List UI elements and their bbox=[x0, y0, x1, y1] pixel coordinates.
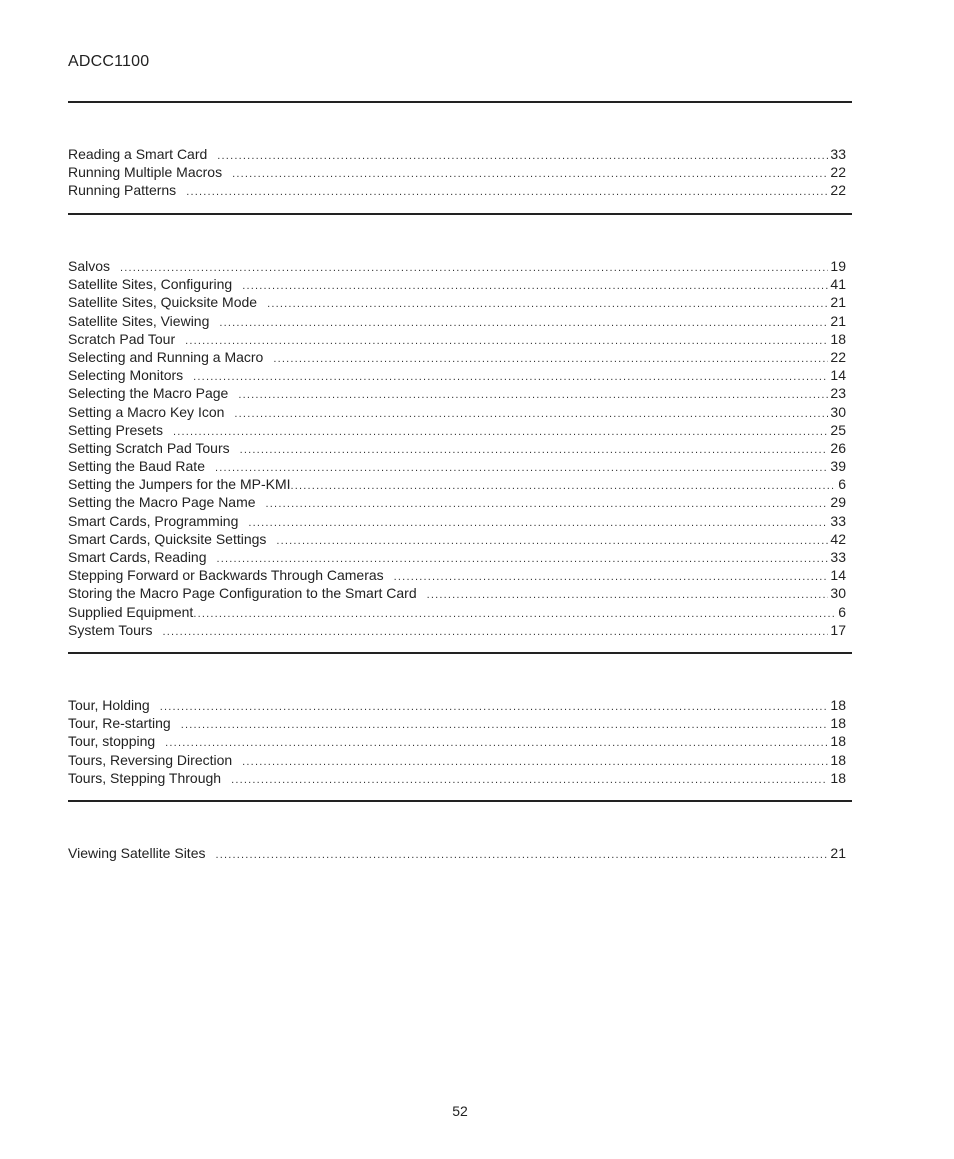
entry-page: 41 bbox=[830, 276, 846, 293]
entry-page: 22 bbox=[830, 182, 846, 199]
entry-page: 18 bbox=[830, 769, 846, 786]
index-entry bbox=[68, 275, 846, 293]
entry-page: 39 bbox=[830, 458, 846, 475]
index-entry bbox=[68, 566, 846, 584]
entry-page: 18 bbox=[830, 751, 846, 768]
dot-leader bbox=[248, 514, 828, 532]
dot-leader bbox=[215, 459, 828, 477]
entry-page: 26 bbox=[830, 439, 846, 456]
dot-leader bbox=[186, 183, 828, 201]
entry-title: Tour, stopping bbox=[68, 733, 156, 750]
entry-page: 17 bbox=[830, 621, 846, 638]
entry-page: 33 bbox=[830, 512, 846, 529]
entry-page: 21 bbox=[830, 294, 846, 311]
section-divider bbox=[68, 800, 852, 802]
entry-title: Storing the Macro Page Configuration to the Smart Card bbox=[68, 585, 417, 602]
index-group-r bbox=[68, 145, 846, 200]
index-group-s bbox=[68, 257, 846, 639]
dot-leader bbox=[217, 147, 828, 165]
index-entry bbox=[68, 696, 846, 714]
index-entry bbox=[68, 181, 846, 199]
index-entry bbox=[68, 584, 846, 602]
entry-title: Tour, Re-starting bbox=[68, 715, 171, 732]
index-group-t bbox=[68, 696, 846, 787]
entry-page: 33 bbox=[830, 146, 846, 162]
dot-leader bbox=[173, 423, 828, 441]
dot-leader bbox=[240, 441, 829, 459]
index-entry bbox=[68, 714, 846, 732]
entry-title: Setting a Macro Key Icon bbox=[68, 403, 225, 420]
index-entry bbox=[68, 403, 846, 421]
entry-title: Scratch Pad Tour bbox=[68, 330, 176, 347]
index-entry bbox=[68, 457, 846, 475]
entry-title: Selecting the Macro Page bbox=[68, 385, 229, 402]
index-entry bbox=[68, 439, 846, 457]
dot-leader bbox=[242, 753, 828, 771]
index-entry bbox=[68, 603, 846, 621]
index-entry bbox=[68, 330, 846, 348]
entry-title: Satellite Sites, Quicksite Mode bbox=[68, 294, 258, 311]
index-entry bbox=[68, 530, 846, 548]
entry-title: Viewing Satellite Sites bbox=[68, 845, 206, 861]
entry-page: 30 bbox=[830, 585, 846, 602]
index-entry bbox=[68, 163, 846, 181]
dot-leader bbox=[291, 477, 837, 495]
dot-leader bbox=[273, 350, 828, 368]
entry-page: 33 bbox=[830, 549, 846, 565]
entry-page: 14 bbox=[830, 367, 846, 384]
index-entry bbox=[68, 475, 846, 493]
index-group-v bbox=[68, 844, 846, 862]
entry-page: 6 bbox=[838, 603, 846, 620]
entry-title: Smart Cards, Quicksite Settings bbox=[68, 530, 267, 547]
entry-title: Tour, Holding bbox=[68, 697, 150, 713]
entry-page: 22 bbox=[830, 348, 846, 365]
entry-page: 30 bbox=[830, 403, 846, 420]
index-entry bbox=[68, 348, 846, 366]
entry-page: 6 bbox=[838, 476, 846, 493]
dot-leader bbox=[266, 495, 829, 513]
section-divider bbox=[68, 652, 852, 654]
entry-title: Stepping Forward or Backwards Through Cameras bbox=[68, 567, 384, 584]
dot-leader bbox=[160, 698, 829, 716]
dot-leader bbox=[232, 165, 828, 183]
dot-leader bbox=[238, 386, 828, 404]
dot-leader bbox=[231, 771, 828, 789]
dot-leader bbox=[242, 277, 828, 295]
dot-leader bbox=[215, 846, 828, 864]
index-entry bbox=[68, 257, 846, 275]
entry-title: Selecting Monitors bbox=[68, 367, 184, 384]
entry-title: Tours, Stepping Through bbox=[68, 769, 222, 786]
index-entry bbox=[68, 512, 846, 530]
entry-title: Satellite Sites, Configuring bbox=[68, 276, 233, 293]
entry-title: Setting the Baud Rate bbox=[68, 458, 205, 475]
entry-page: 25 bbox=[830, 421, 846, 438]
index-entry bbox=[68, 366, 846, 384]
dot-leader bbox=[276, 532, 828, 550]
index-entry bbox=[68, 293, 846, 311]
index-entry bbox=[68, 844, 846, 862]
entry-title: Reading a Smart Card bbox=[68, 146, 208, 162]
entry-title: Running Multiple Macros bbox=[68, 164, 223, 181]
entry-page: 21 bbox=[830, 845, 846, 861]
document-title: ADCC1100 bbox=[68, 53, 150, 70]
entry-title: Smart Cards, Reading bbox=[68, 549, 207, 565]
entry-title: Setting the Jumpers for the MP-KMI bbox=[68, 476, 291, 493]
entry-title: Selecting and Running a Macro bbox=[68, 348, 264, 365]
entry-page: 22 bbox=[830, 164, 846, 181]
dot-leader bbox=[193, 368, 828, 386]
entry-title: Satellite Sites, Viewing bbox=[68, 312, 210, 329]
entry-page: 18 bbox=[830, 715, 846, 732]
entry-page: 18 bbox=[830, 697, 846, 713]
entry-page: 14 bbox=[830, 567, 846, 584]
entry-title: Tours, Reversing Direction bbox=[68, 751, 233, 768]
dot-leader bbox=[165, 734, 828, 752]
entry-page: 23 bbox=[830, 385, 846, 402]
dot-leader bbox=[219, 314, 828, 332]
dot-leader bbox=[185, 332, 828, 350]
entry-page: 21 bbox=[830, 312, 846, 329]
index-entry bbox=[68, 751, 846, 769]
dot-leader bbox=[427, 586, 829, 604]
section-divider bbox=[68, 101, 852, 103]
entry-title: Setting the Macro Page Name bbox=[68, 494, 256, 511]
page-number: 52 bbox=[452, 1103, 468, 1119]
dot-leader bbox=[267, 295, 828, 313]
entry-title: Supplied Equipment bbox=[68, 603, 194, 620]
entry-title: Setting Presets bbox=[68, 421, 163, 438]
index-entry bbox=[68, 312, 846, 330]
index-entry bbox=[68, 145, 846, 163]
index-entry bbox=[68, 769, 846, 787]
index-entry bbox=[68, 732, 846, 750]
entry-title: Running Patterns bbox=[68, 182, 177, 199]
index-entry bbox=[68, 421, 846, 439]
entry-page: 18 bbox=[830, 330, 846, 347]
entry-page: 19 bbox=[830, 258, 846, 274]
entry-title: Salvos bbox=[68, 258, 111, 274]
dot-leader bbox=[394, 568, 829, 586]
index-entry bbox=[68, 493, 846, 511]
entry-title: Smart Cards, Programming bbox=[68, 512, 239, 529]
entry-page: 42 bbox=[830, 530, 846, 547]
dot-leader bbox=[163, 623, 829, 641]
entry-title: System Tours bbox=[68, 621, 153, 638]
entry-page: 18 bbox=[830, 733, 846, 750]
dot-leader bbox=[181, 716, 829, 734]
index-entry bbox=[68, 621, 846, 639]
entry-title: Setting Scratch Pad Tours bbox=[68, 439, 230, 456]
index-entry bbox=[68, 384, 846, 402]
dot-leader bbox=[193, 605, 836, 623]
dot-leader bbox=[234, 405, 828, 423]
section-divider bbox=[68, 213, 852, 215]
entry-page: 29 bbox=[830, 494, 846, 511]
index-entry bbox=[68, 548, 846, 566]
